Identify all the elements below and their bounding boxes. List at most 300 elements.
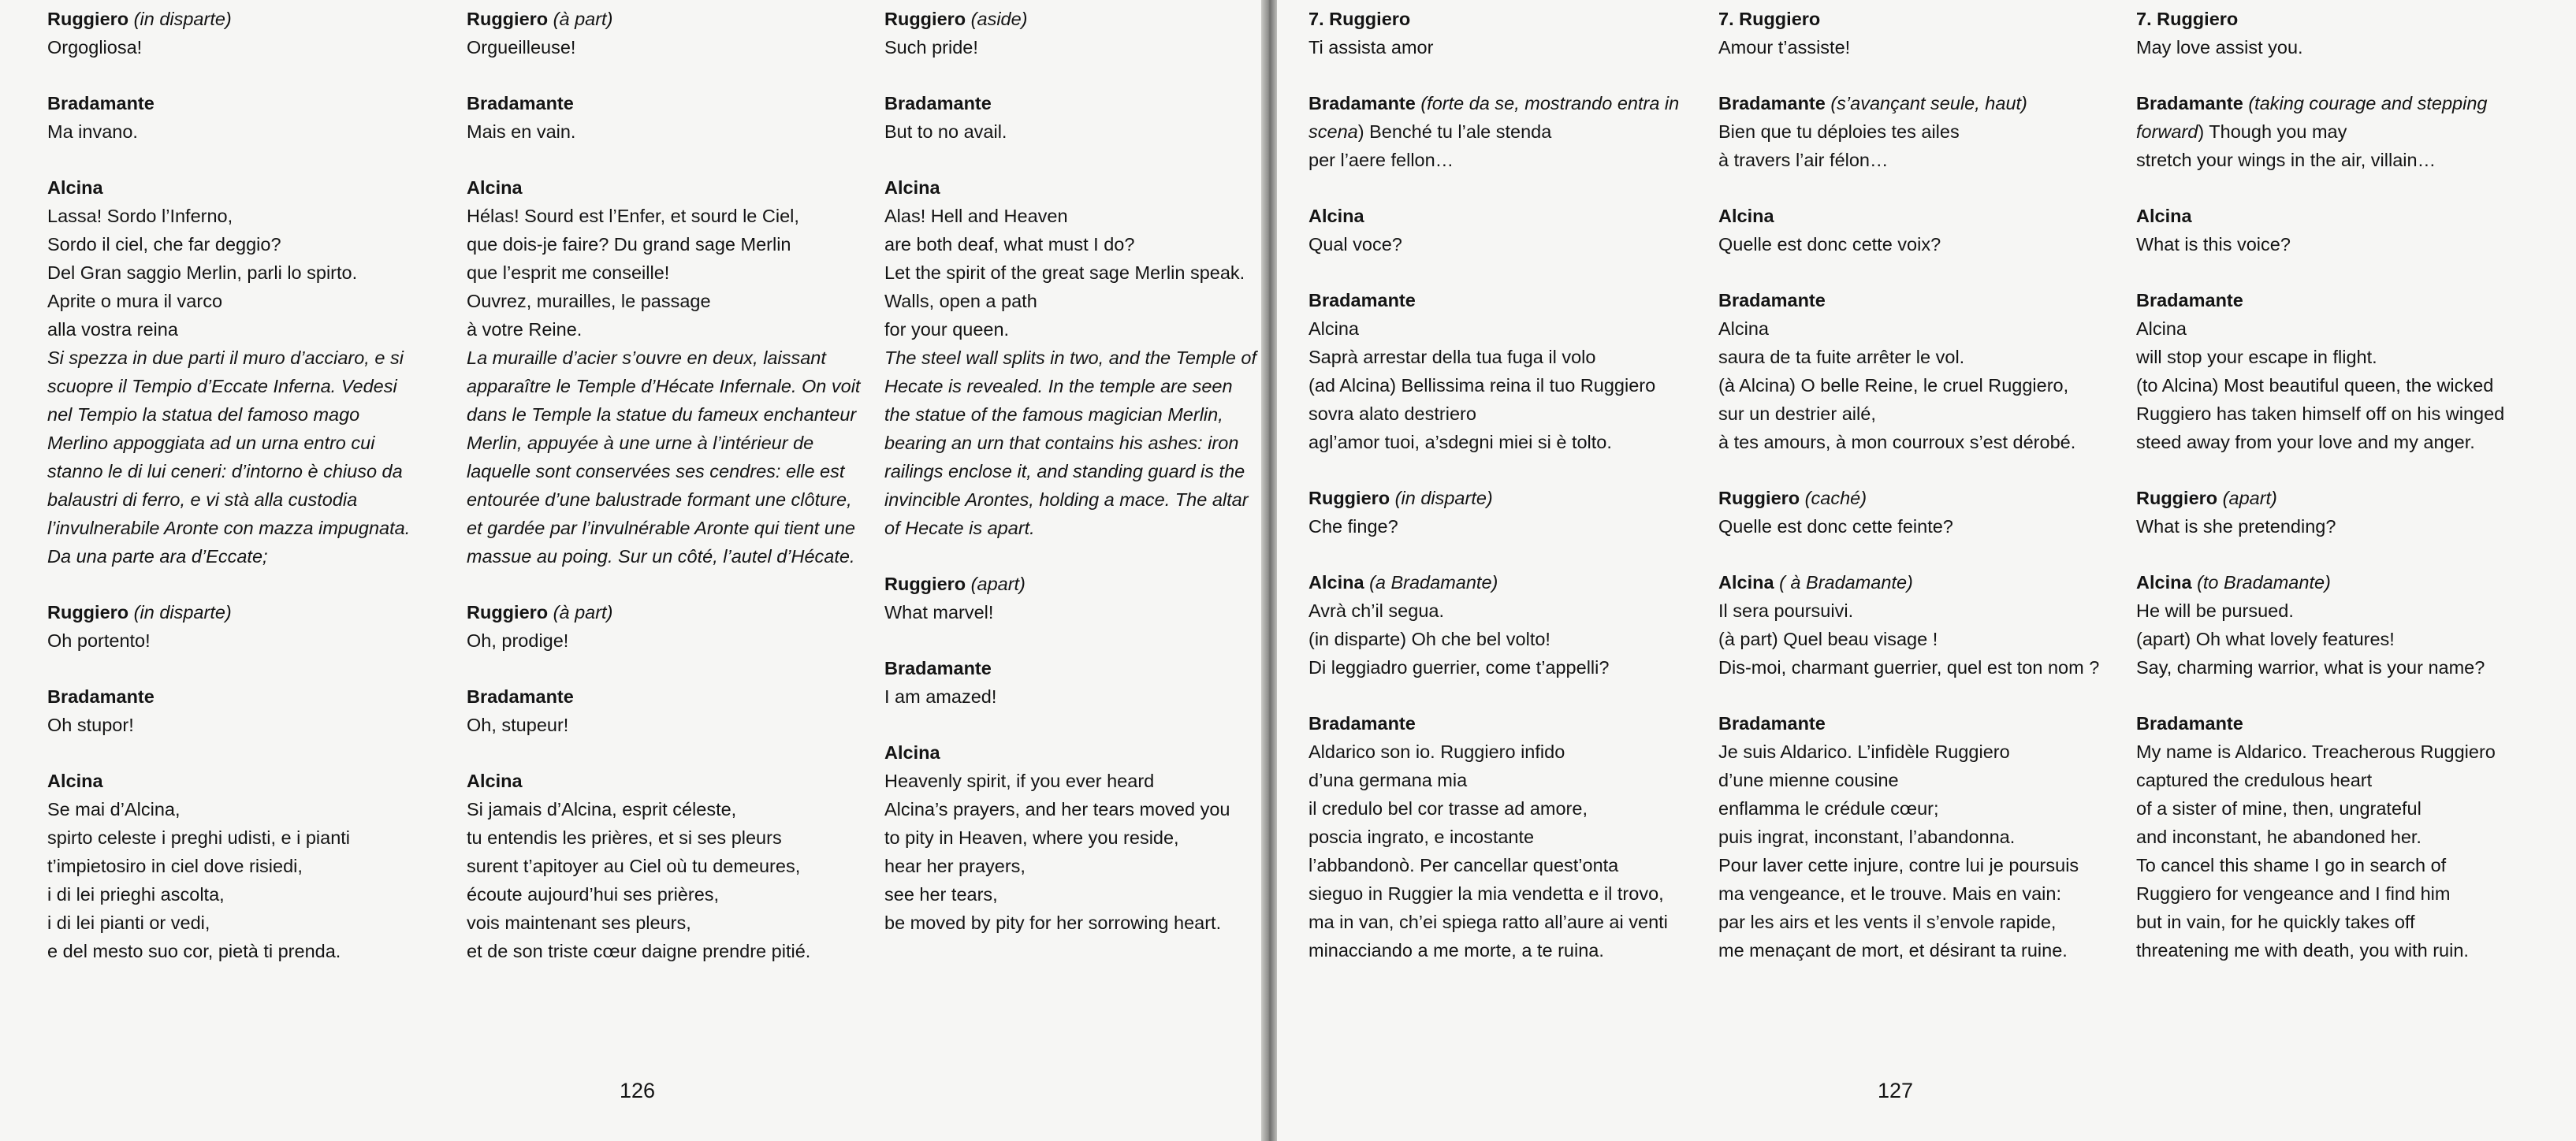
- verse-line: [1308, 33, 1685, 61]
- verse-text: Di leggiadro guerrier, come t’appelli?: [1308, 657, 1610, 678]
- speech-block: [884, 173, 1259, 542]
- speech-block: [2136, 484, 2522, 541]
- speaker-name: Bradamante: [1308, 713, 1416, 734]
- verse-line: [467, 909, 843, 937]
- stage-direction: (in disparte): [1394, 488, 1493, 508]
- verse-line: [47, 230, 418, 258]
- verse-text: Walls, open a path: [884, 291, 1037, 311]
- verse-line: [467, 117, 843, 146]
- verse-text: puis ingrat, inconstant, l’abandonna.: [1718, 827, 2016, 847]
- verse-text: Merlino appoggiata ad un urna entro cui: [47, 433, 375, 453]
- speaker-name: Alcina: [1718, 206, 1774, 226]
- stage-direction: (taking courage and stepping: [2248, 93, 2488, 113]
- verse-text: What is she pretending?: [2136, 516, 2336, 537]
- verse-line: [1308, 936, 1685, 964]
- verse-text: Quelle est donc cette feinte?: [1718, 516, 1953, 537]
- speech-block: [467, 5, 843, 61]
- speaker-name: Alcina: [884, 177, 940, 198]
- page-number-left: 126: [620, 1079, 656, 1102]
- speaker-name: Ruggiero: [1308, 488, 1390, 508]
- verse-line: [2136, 653, 2522, 682]
- verse-line: [467, 429, 843, 457]
- verse-line: [1308, 230, 1685, 258]
- verse-line: [1718, 230, 2095, 258]
- verse-line: [47, 909, 418, 937]
- speaker-name: Bradamante: [2136, 290, 2243, 310]
- speaker-name: Bradamante: [47, 93, 154, 113]
- verse-text: alla vostra reina: [47, 319, 178, 340]
- speaker-name: Bradamante: [884, 658, 992, 678]
- verse-line: [467, 457, 843, 485]
- speech-block: [1308, 286, 1685, 456]
- verse-text: t’impietosiro in ciel dove risiedi,: [47, 856, 303, 876]
- verse-line: [47, 258, 418, 287]
- speaker-line: [467, 767, 843, 795]
- verse-line: [1718, 823, 2095, 851]
- verse-line: [467, 344, 843, 372]
- speaker-line: [2136, 89, 2522, 117]
- speech-block: [1308, 89, 1685, 174]
- stage-direction: ( à Bradamante): [1779, 572, 1913, 593]
- verse-text: Del Gran saggio Merlin, parli lo spirto.: [47, 262, 358, 283]
- verse-line: [1718, 117, 2095, 146]
- speaker-line: [467, 598, 843, 626]
- speech-block: [467, 89, 843, 146]
- speech-block: [2136, 5, 2522, 61]
- verse-text-rest: ) Though you may: [2198, 121, 2347, 142]
- speaker-line: [1718, 89, 2095, 117]
- speaker-line: [467, 5, 843, 33]
- verse-text: for your queen.: [884, 319, 1010, 340]
- speaker-name: Alcina: [2136, 572, 2192, 593]
- speech-block: [47, 89, 418, 146]
- verse-line: [1308, 879, 1685, 908]
- speech-block: [2136, 286, 2522, 456]
- verse-text: the statue of the famous magician Merlin,: [884, 404, 1223, 425]
- verse-line: [2136, 766, 2522, 794]
- speaker-name: Ruggiero: [884, 574, 966, 594]
- verse-text: Alcina’s prayers, and her tears moved you: [884, 799, 1230, 820]
- verse-line: [47, 626, 418, 655]
- verse-line: [467, 315, 843, 344]
- column-english-127: [2136, 5, 2522, 992]
- speaker-name: Bradamante: [1308, 290, 1416, 310]
- column-italian-126: [47, 5, 418, 993]
- verse-text: (ad Alcina) Bellissima reina il tuo Ruggiero: [1308, 375, 1656, 396]
- verse-text: spirto celeste i preghi udisti, e i pianti: [47, 827, 351, 848]
- verse-line: [884, 514, 1259, 542]
- verse-line: [1718, 936, 2095, 964]
- verse-line: [2136, 625, 2522, 653]
- verse-text: Hélas! Sourd est l’Enfer, et sourd le Ciel,: [467, 206, 799, 226]
- book-gutter: [1261, 0, 1277, 1141]
- verse-line: [2136, 230, 2522, 258]
- stage-direction: (forte da se, mostrando entra in: [1420, 93, 1680, 113]
- verse-line: [47, 457, 418, 485]
- verse-line: [1718, 343, 2095, 371]
- verse-text: que dois-je faire? Du grand sage Merlin: [467, 234, 791, 255]
- verse-line: [467, 711, 843, 739]
- verse-line: [2136, 512, 2522, 541]
- verse-line: [1718, 908, 2095, 936]
- speech-block: [2136, 709, 2522, 964]
- verse-line: [1718, 33, 2095, 61]
- speaker-name: Alcina: [2136, 206, 2192, 226]
- verse-text: But to no avail.: [884, 121, 1007, 142]
- verse-text: Avrà ch’il segua.: [1308, 600, 1444, 621]
- verse-line: [467, 937, 843, 965]
- speaker-line: [2136, 286, 2522, 314]
- page-number-right: 127: [1878, 1079, 1914, 1102]
- verse-text: Qual voce?: [1308, 234, 1402, 255]
- verse-text: saura de ta fuite arrêter le vol.: [1718, 347, 1965, 367]
- verse-line: [47, 542, 418, 570]
- verse-text: (to Alcina) Most beautiful queen, the wicked: [2136, 375, 2494, 396]
- stage-direction: (caché): [1804, 488, 1867, 508]
- verse-line: [884, 852, 1259, 880]
- verse-text: threatening me with death, you with ruin.: [2136, 940, 2469, 961]
- speech-block: [884, 89, 1259, 146]
- verse-text: steed away from your love and my anger.: [2136, 432, 2475, 452]
- verse-line: [47, 400, 418, 429]
- verse-line: [1718, 371, 2095, 400]
- verse-text: Oh, stupeur!: [467, 715, 569, 735]
- verse-text: agl’amor tuoi, a’sdegni miei si è tolto.: [1308, 432, 1612, 452]
- verse-text: Alcina: [1308, 318, 1360, 339]
- verse-line: [1718, 766, 2095, 794]
- verse-text: To cancel this shame I go in search of: [2136, 855, 2447, 875]
- verse-text: La muraille d’acier s’ouvre en deux, laissant: [467, 348, 826, 368]
- verse-line: [1308, 738, 1685, 766]
- verse-line: [47, 852, 418, 880]
- verse-line: [884, 287, 1259, 315]
- verse-text: What is this voice?: [2136, 234, 2291, 255]
- stage-direction: (to Bradamante): [2197, 572, 2331, 593]
- verse-line: [1718, 851, 2095, 879]
- column-english-126: [884, 5, 1259, 964]
- speech-block: [2136, 568, 2522, 682]
- verse-line: [2136, 428, 2522, 456]
- verse-text: stretch your wings in the air, villain…: [2136, 150, 2436, 170]
- verse-text: Heavenly spirit, if you ever heard: [884, 771, 1155, 791]
- speaker-name: Ruggiero: [884, 9, 966, 29]
- speech-block: [467, 598, 843, 655]
- verse-line: [2136, 738, 2522, 766]
- verse-text-rest: ) Benché tu l’ale stenda: [1357, 121, 1552, 142]
- verse-line: [47, 344, 418, 372]
- verse-line: [1718, 597, 2095, 625]
- speaker-line: [1308, 709, 1685, 738]
- verse-text: Oh stupor!: [47, 715, 134, 735]
- verse-text: are both deaf, what must I do?: [884, 234, 1135, 255]
- verse-line: [467, 258, 843, 287]
- speaker-line: [47, 767, 418, 795]
- verse-text: Ouvrez, murailles, le passage: [467, 291, 711, 311]
- verse-text: of Hecate is apart.: [884, 518, 1035, 538]
- verse-line: [884, 909, 1259, 937]
- verse-line: [47, 795, 418, 823]
- speaker-line: [1718, 202, 2095, 230]
- verse-text: il credulo bel cor trasse ad amore,: [1308, 798, 1588, 819]
- verse-line: [1308, 653, 1685, 682]
- verse-line: [47, 372, 418, 400]
- verse-line: [884, 344, 1259, 372]
- verse-text: Hecate is revealed. In the temple are seen: [884, 376, 1233, 396]
- verse-line: [1718, 625, 2095, 653]
- verse-text: surent t’apitoyer au Ciel où tu demeures,: [467, 856, 801, 876]
- verse-text: e del mesto suo cor, pietà ti prenda.: [47, 941, 341, 961]
- verse-line: [1308, 851, 1685, 879]
- verse-line: [467, 852, 843, 880]
- verse-text: May love assist you.: [2136, 37, 2303, 58]
- verse-line: [467, 33, 843, 61]
- verse-line: [2136, 314, 2522, 343]
- speech-block: [884, 654, 1259, 711]
- stage-direction: (apart): [970, 574, 1026, 594]
- verse-line: [884, 795, 1259, 823]
- verse-text: d’una germana mia: [1308, 770, 1468, 790]
- verse-line: [1308, 428, 1685, 456]
- column-french-126: [467, 5, 861, 993]
- verse-text: of a sister of mine, then, ungrateful: [2136, 798, 2422, 819]
- stage-direction: (apart): [2222, 488, 2277, 508]
- verse-line: [467, 287, 843, 315]
- speaker-name: Ruggiero: [47, 602, 129, 623]
- verse-line: [884, 598, 1259, 626]
- verse-text: be moved by pity for her sorrowing heart.: [884, 912, 1222, 933]
- speaker-line: [2136, 709, 2522, 738]
- verse-text: vois maintenant ses pleurs,: [467, 912, 691, 933]
- speaker-name: Alcina: [1308, 572, 1364, 593]
- verse-line: [884, 202, 1259, 230]
- verse-line: [1718, 400, 2095, 428]
- speaker-name: Bradamante: [884, 93, 992, 113]
- verse-line: [884, 682, 1259, 711]
- verse-text: Orgogliosa!: [47, 37, 143, 58]
- speech-block: [467, 767, 843, 965]
- verse-text: que l’esprit me conseille!: [467, 262, 670, 283]
- verse-line: [47, 202, 418, 230]
- speaker-line: [1308, 568, 1685, 597]
- verse-text: d’une mienne cousine: [1718, 770, 1899, 790]
- stage-direction: (aside): [970, 9, 1028, 29]
- speech-block: [1308, 568, 1685, 682]
- stage-direction: (a Bradamante): [1369, 572, 1498, 593]
- speech-block: [1308, 709, 1685, 964]
- verse-text: Ti assista amor: [1308, 37, 1434, 58]
- verse-text: nel Tempio la statua del famoso mago: [47, 404, 360, 425]
- verse-text: but in vain, for he quickly takes off: [2136, 912, 2415, 932]
- verse-line: [1308, 314, 1685, 343]
- speaker-line: [47, 173, 418, 202]
- speaker-line: [47, 89, 418, 117]
- verse-text: (à part) Quel beau visage !: [1718, 629, 1938, 649]
- speaker-name: Bradamante: [467, 686, 574, 707]
- speech-block: [47, 5, 418, 61]
- verse-text: Sordo il ciel, che far deggio?: [47, 234, 281, 255]
- speaker-name: 7. Ruggiero: [2136, 9, 2239, 29]
- speech-block: [47, 682, 418, 739]
- verse-text: à tes amours, à mon courroux s’est dérobé.: [1718, 432, 2076, 452]
- verse-text: Da una parte ara d’Eccate;: [47, 546, 268, 567]
- verse-line: [2136, 794, 2522, 823]
- speaker-line: [884, 654, 1259, 682]
- speaker-line: [1308, 286, 1685, 314]
- verse-text: My name is Aldarico. Treacherous Ruggiero: [2136, 741, 2496, 762]
- verse-text: Saprà arrestar della tua fuga il volo: [1308, 347, 1596, 367]
- verse-text: ma vengeance, et le trouve. Mais en vain:: [1718, 883, 2061, 904]
- verse-text: à votre Reine.: [467, 319, 583, 340]
- verse-line: [884, 767, 1259, 795]
- verse-text: The steel wall splits in two, and the Temple of: [884, 348, 1256, 368]
- verse-text: l’abbandonò. Per cancellar quest’onta: [1308, 855, 1619, 875]
- speaker-name: Alcina: [467, 771, 523, 791]
- verse-line: [1718, 738, 2095, 766]
- verse-text: Che finge?: [1308, 516, 1398, 537]
- verse-text: Orgueilleuse!: [467, 37, 576, 58]
- verse-text: Aprite o mura il varco: [47, 291, 223, 311]
- verse-line: [2136, 33, 2522, 61]
- speech-block: [1308, 484, 1685, 541]
- verse-line: [467, 485, 852, 514]
- stage-direction: (s’avançant seule, haut): [1830, 93, 2027, 113]
- verse-text: Mais en vain.: [467, 121, 576, 142]
- speaker-line: [884, 173, 1259, 202]
- verse-line: [1308, 823, 1685, 851]
- verse-line: [47, 117, 418, 146]
- speaker-line: [467, 682, 843, 711]
- verse-line: [1308, 794, 1685, 823]
- verse-line: [467, 823, 843, 852]
- speech-block: [1308, 202, 1685, 258]
- verse-line: [1718, 794, 2095, 823]
- verse-text: What marvel!: [884, 602, 994, 623]
- verse-line: [467, 542, 855, 570]
- verse-text: (apart) Oh what lovely features!: [2136, 629, 2395, 649]
- verse-line: [47, 514, 418, 542]
- verse-line: [1718, 512, 2095, 541]
- verse-text: Pour laver cette injure, contre lui je poursuis: [1718, 855, 2079, 875]
- verse-line: [1308, 766, 1685, 794]
- verse-text: écoute aujourd’hui ses prières,: [467, 884, 720, 905]
- verse-text: i di lei prieghi ascolta,: [47, 884, 225, 905]
- verse-text: forward: [2136, 121, 2198, 142]
- verse-line: [1308, 908, 1685, 936]
- speaker-line: [467, 89, 843, 117]
- verse-text: Si spezza in due parti il muro d’acciaro, e si: [47, 348, 404, 368]
- verse-text: Quelle est donc cette voix?: [1718, 234, 1941, 255]
- speaker-name: Ruggiero: [2136, 488, 2218, 508]
- verse-text: bearing an urn that contains his ashes: iron: [884, 433, 1239, 453]
- verse-line: [2136, 117, 2522, 146]
- speech-block: [47, 173, 418, 570]
- verse-text: Ruggiero for vengeance and I find him: [2136, 883, 2451, 904]
- verse-line: [467, 514, 855, 542]
- speaker-line: [1308, 5, 1685, 33]
- verse-line: [467, 880, 843, 909]
- speech-block: [47, 598, 418, 655]
- verse-line: [2136, 879, 2522, 908]
- verse-line: [2136, 343, 2522, 371]
- speech-block: [2136, 202, 2522, 258]
- verse-line: [467, 230, 843, 258]
- speaker-line: [2136, 5, 2522, 33]
- speech-block: [467, 173, 861, 570]
- verse-text: hear her prayers,: [884, 856, 1026, 876]
- verse-line: [1718, 428, 2095, 456]
- verse-text: l’invulnerabile Aronte con mazza impugnata.: [47, 518, 411, 538]
- verse-line: [1308, 343, 1685, 371]
- verse-line: [1718, 653, 2100, 682]
- verse-text: see her tears,: [884, 884, 998, 905]
- verse-text: Oh, prodige!: [467, 630, 569, 651]
- speech-block: [1718, 202, 2095, 258]
- verse-text: I am amazed!: [884, 686, 997, 707]
- speaker-name: Alcina: [467, 177, 523, 198]
- verse-text: Ruggiero has taken himself off on his winged: [2136, 403, 2505, 424]
- verse-text: He will be pursued.: [2136, 600, 2294, 621]
- speaker-line: [47, 682, 418, 711]
- speech-block: [1718, 568, 2100, 682]
- verse-text: enflamma le crédule cœur;: [1718, 798, 1939, 819]
- verse-line: [884, 230, 1259, 258]
- speech-block: [1718, 484, 2095, 541]
- verse-text: poscia ingrato, e incostante: [1308, 827, 1535, 847]
- verse-text: i di lei pianti or vedi,: [47, 912, 210, 933]
- speech-block: [1718, 286, 2095, 456]
- verse-text: tu entendis les prières, et si ses pleurs: [467, 827, 782, 848]
- speaker-line: [884, 5, 1259, 33]
- verse-line: [1308, 512, 1685, 541]
- speaker-line: [1718, 568, 2095, 597]
- speaker-name: Ruggiero: [467, 602, 549, 623]
- verse-line: [2136, 597, 2522, 625]
- verse-text: par les airs et les vents il s’envole rapide,: [1718, 912, 2057, 932]
- speaker-line: [884, 738, 1259, 767]
- speaker-name: Bradamante: [47, 686, 154, 707]
- verse-text: sovra alato destriero: [1308, 403, 1476, 424]
- speaker-line: [1718, 5, 2095, 33]
- verse-line: [1718, 146, 2095, 174]
- verse-text: Dis-moi, charmant guerrier, quel est ton nom ?: [1718, 657, 2100, 678]
- verse-line: [884, 117, 1259, 146]
- speech-block: [884, 5, 1259, 61]
- verse-line: [47, 880, 418, 909]
- verse-text: and inconstant, he abandoned her.: [2136, 827, 2422, 847]
- speech-block: [467, 682, 843, 739]
- verse-line: [2136, 400, 2522, 428]
- speaker-name: 7. Ruggiero: [1308, 9, 1411, 29]
- verse-text: scuopre il Tempio d’Eccate Inferna. Vedesi: [47, 376, 397, 396]
- verse-text: railings enclose it, and standing guard is the: [884, 461, 1245, 481]
- verse-line: [1308, 146, 1685, 174]
- verse-line: [884, 315, 1259, 344]
- verse-text: à travers l’air félon…: [1718, 150, 1889, 170]
- verse-line: [884, 429, 1259, 457]
- verse-text: Se mai d’Alcina,: [47, 799, 181, 820]
- column-italian-127: [1308, 5, 1685, 992]
- verse-line: [2136, 936, 2522, 964]
- verse-text: will stop your escape in flight.: [2136, 347, 2377, 367]
- speech-block: [2136, 89, 2522, 174]
- verse-line: [2136, 371, 2522, 400]
- speaker-name: Ruggiero: [47, 9, 129, 29]
- verse-text: me menaçant de mort, et désirant ta ruine.: [1718, 940, 2068, 961]
- verse-line: [884, 372, 1259, 400]
- verse-text: Ma invano.: [47, 121, 138, 142]
- speaker-line: [1308, 89, 1685, 117]
- verse-line: [2136, 908, 2522, 936]
